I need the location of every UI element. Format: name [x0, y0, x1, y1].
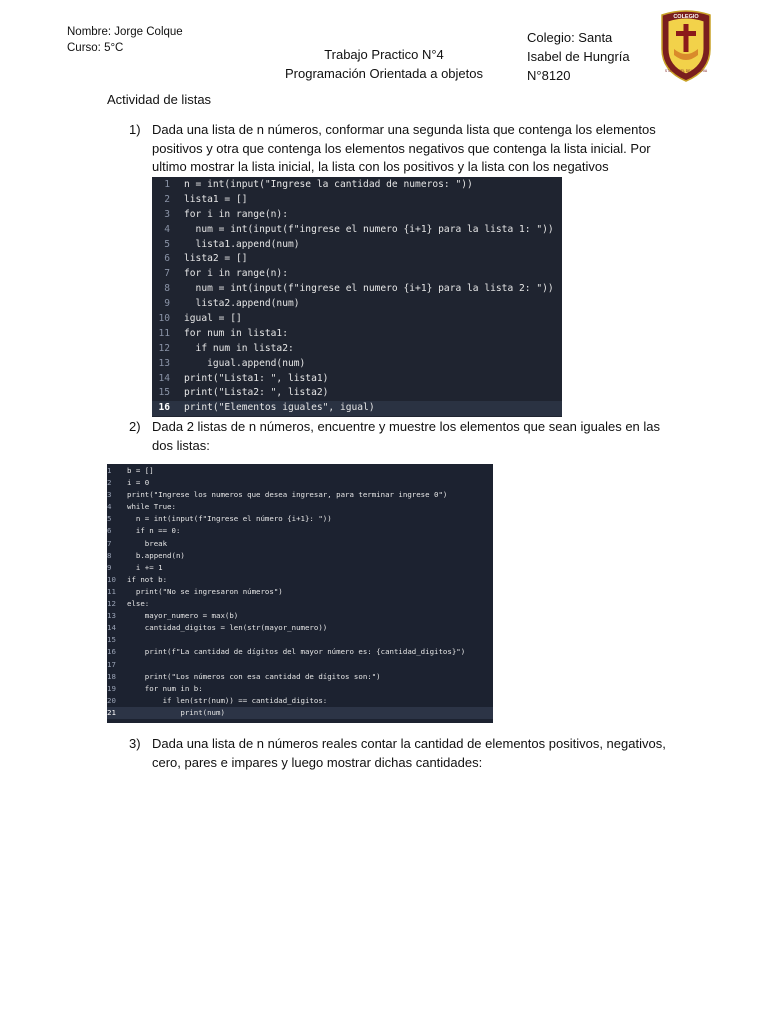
code-line: 7 for i in range(n): — [164, 268, 288, 280]
code-line: 19 for num in b: — [107, 683, 203, 693]
code-line: 16 print("Elementos iguales", igual) — [152, 401, 562, 416]
item-text-line: positivos y otra que contenga los elementos negativos que contenga la lista inicial. Por — [152, 140, 651, 156]
title-line-2: Programación Orientada a objetos — [284, 66, 483, 81]
svg-text:COLEGIO: COLEGIO — [673, 14, 699, 20]
student-course: Curso: 5°C — [67, 42, 124, 54]
code-line: 5 n = int(input(f"Ingrese el número {i+1}: ")) — [107, 514, 332, 524]
code-line: 5 lista1.append(num) — [164, 238, 300, 250]
code-line: 10 if not b: — [107, 574, 168, 584]
school-line-3: N°8120 — [527, 68, 571, 83]
code-line: 9 i += 1 — [107, 562, 163, 572]
school-crest-logo — [658, 9, 714, 83]
code-line: 16 print(f"La cantidad de dígitos del mayor número es: {cantidad_digitos}") — [107, 647, 466, 657]
code-line: 7 break — [107, 538, 168, 548]
code-screenshot-2 — [107, 464, 493, 723]
document-title — [270, 45, 498, 83]
code-line: 4 num = int(input(f"ingrese el numero {i+1} para la lista 1: ")) — [164, 223, 554, 235]
item-3-text — [152, 735, 672, 772]
code-line: 3 print("Ingrese los numeros que desea ingresar, para terminar ingrese 0") — [107, 490, 448, 500]
code-line: 18 print("Los números con esa cantidad de dígitos son:") — [107, 671, 381, 681]
code-line: 2 lista1 = [] — [164, 193, 248, 205]
item-text-line: ultimo mostrar la lista inicial, la lista con los positivos y la lista con los negativos — [152, 159, 609, 174]
code-line: 1 n = int(input("Ingrese la cantidad de numeros: ")) — [164, 179, 473, 190]
code-line: 12 if num in lista2: — [158, 342, 294, 354]
code-line: 20 if len(str(num)) == cantidad_digitos: — [107, 695, 328, 705]
item-number: 2) — [129, 419, 141, 434]
section-title: Actividad de listas — [107, 92, 212, 107]
code-line: 15 — [107, 635, 116, 645]
code-line: 21 print(num) — [107, 707, 493, 719]
item-text-line: dos listas: — [152, 437, 210, 453]
code-line: 11 print("No se ingresaron números") — [107, 586, 283, 596]
code-line: 9 lista2.append(num) — [164, 298, 300, 310]
code-line: 13 igual.append(num) — [158, 357, 306, 369]
code-line: 2 i = 0 — [107, 478, 150, 488]
title-line-1: Trabajo Practico N°4 — [324, 47, 444, 62]
code-line: 6 if n == 0: — [107, 526, 181, 536]
code-line: 12 else: — [107, 599, 150, 609]
student-name: Nombre: Jorge Colque — [67, 26, 183, 38]
code-line: 11 for num in lista1: — [158, 327, 288, 339]
school-line-1: Colegio: Santa — [527, 30, 613, 45]
item-text-line: cero, pares e impares y luego mostrar dichas cantidades: — [152, 754, 483, 770]
item-number: 3) — [129, 736, 141, 751]
code-line: 17 — [107, 659, 116, 669]
svg-text:STA. ISABEL DE HUNGRIA: STA. ISABEL DE HUNGRIA — [664, 69, 708, 73]
item-text-line: Dada 2 listas de n números, encuentre y muestre los elementos que sean iguales en las — [152, 419, 661, 434]
code-line: 8 b.append(n) — [107, 550, 185, 560]
school-info — [527, 28, 630, 85]
code-screenshot-1 — [152, 177, 562, 417]
item-text-line: Dada una lista de n números reales contar la cantidad de elementos positivos, negativos, — [152, 736, 666, 751]
code-line: 14 cantidad_digitos = len(str(mayor_numero)) — [107, 623, 328, 633]
code-line: 13 mayor_numero = max(b) — [107, 611, 239, 621]
code-line: 6 lista2 = [] — [164, 253, 248, 265]
code-line: 15 print("Lista2: ", lista2) — [158, 387, 329, 399]
code-line: 8 num = int(input(f"ingrese el numero {i+1} para la lista 2: ")) — [164, 283, 554, 295]
item-text-line: Dada una lista de n números, conformar una segunda lista que contenga los elementos — [152, 122, 656, 137]
item-1-text — [152, 121, 672, 177]
school-line-2: Isabel de Hungría — [527, 49, 630, 64]
code-line: 3 for i in range(n): — [164, 208, 288, 220]
code-line: 14 print("Lista1: ", lista1) — [158, 372, 329, 384]
code-line: 10 igual = [] — [158, 313, 242, 325]
item-2-text — [152, 418, 672, 455]
code-line: 4 while True: — [107, 502, 176, 512]
item-number: 1) — [129, 122, 141, 137]
code-line: 1 b = [] — [107, 466, 154, 475]
